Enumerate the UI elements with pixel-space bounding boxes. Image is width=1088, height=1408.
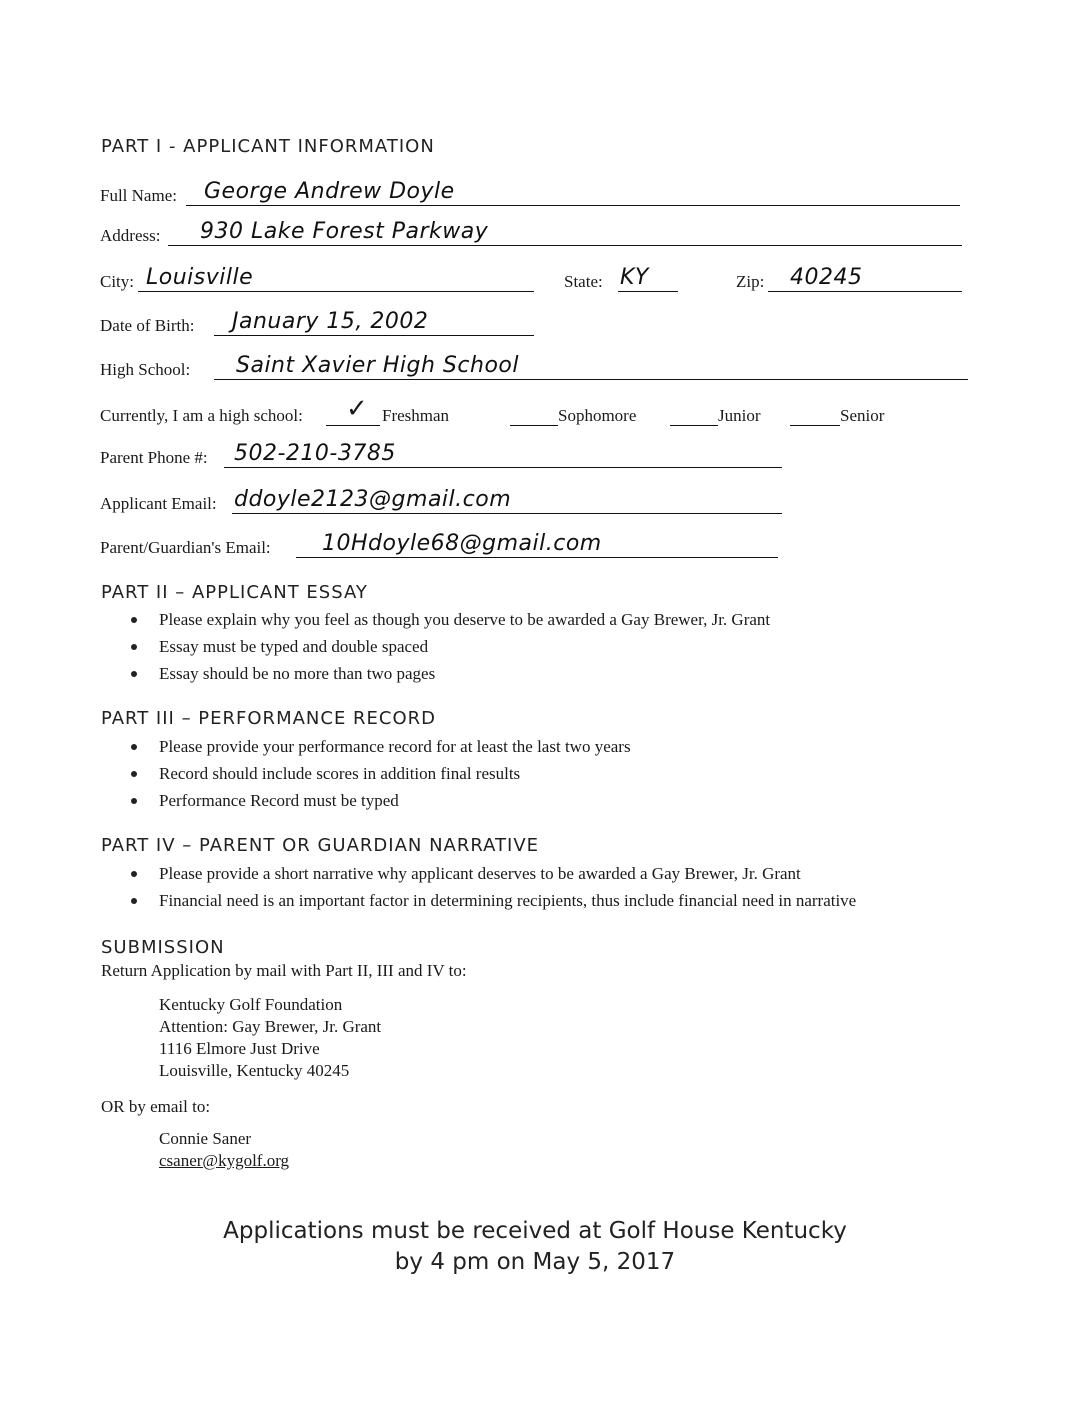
mailing-address-line: 1116 Elmore Just Drive [159, 1039, 320, 1058]
list-item [101, 760, 631, 787]
city-field[interactable]: Louisville [146, 265, 254, 290]
address-label: Address: [100, 226, 161, 245]
grade-option-freshman: Freshman [382, 406, 450, 425]
bullet-icon [131, 744, 137, 750]
part2-heading: PART II – APPLICANT ESSAY [101, 582, 368, 603]
bullet-icon [131, 617, 137, 623]
part3-heading: PART III – PERFORMANCE RECORD [101, 708, 437, 729]
part4-bullet-list [101, 860, 856, 914]
list-item [101, 633, 770, 660]
parent-email-field[interactable]: 10Hdoyle68@gmail.com [322, 531, 602, 556]
list-item [101, 887, 856, 914]
dob-field[interactable]: January 15, 2002 [232, 309, 429, 334]
list-item [101, 606, 770, 633]
contact-email-link[interactable]: csaner@kygolf.org [159, 1151, 290, 1170]
applicant-email-label: Applicant Email: [100, 494, 217, 513]
mailing-address-line: Louisville, Kentucky 40245 [159, 1061, 350, 1080]
part2-bullet-text: Essay should be no more than two pages [159, 664, 436, 683]
zip-underline [768, 291, 962, 292]
sophomore-blank[interactable] [510, 425, 558, 426]
full-name-underline [186, 205, 960, 206]
part2-bullet-text: Essay must be typed and double spaced [159, 637, 429, 656]
parent-phone-row [100, 432, 784, 468]
bullet-icon [131, 671, 137, 677]
full-name-row [100, 170, 960, 206]
state-label: State: [564, 272, 603, 291]
part4-heading: PART IV – PARENT OR GUARDIAN NARRATIVE [101, 835, 540, 856]
parent-phone-field[interactable]: 502-210-3785 [234, 441, 396, 466]
dob-underline [214, 335, 534, 336]
part3-bullet-text: Record should include scores in addition final results [159, 764, 521, 783]
full-name-label: Full Name: [100, 186, 177, 205]
parent-email-label: Parent/Guardian's Email: [100, 538, 271, 557]
part3-bullet-list [101, 733, 631, 814]
deadline-line-1: Applications must be received at Golf House Kentucky [223, 1218, 847, 1244]
parent-phone-label: Parent Phone #: [100, 448, 208, 467]
address-field[interactable]: 930 Lake Forest Parkway [200, 219, 489, 244]
applicant-email-row [100, 478, 784, 514]
deadline-line-2: by 4 pm on May 5, 2017 [394, 1249, 676, 1275]
part2-bullet-text: Please explain why you feel as though you deserve to be awarded a Gay Brewer, Jr. Grant [159, 610, 771, 629]
state-underline [618, 291, 678, 292]
bullet-icon [131, 771, 137, 777]
part3-bullet-text: Please provide your performance record for at least the last two years [159, 737, 631, 756]
bullet-icon [131, 644, 137, 650]
email-contact [159, 1128, 289, 1172]
freshman-blank[interactable] [326, 425, 380, 426]
list-item [101, 860, 856, 887]
bullet-icon [131, 871, 137, 877]
part1-heading: PART I - APPLICANT INFORMATION [101, 136, 435, 157]
or-email-text: OR by email to: [101, 1097, 211, 1116]
parent-phone-underline [224, 467, 782, 468]
mailing-address-line: Attention: Gay Brewer, Jr. Grant [159, 1017, 382, 1036]
list-item [101, 787, 631, 814]
zip-label: Zip: [736, 272, 765, 291]
grade-option-sophomore: Sophomore [558, 406, 637, 425]
part4-bullet-text: Please provide a short narrative why applicant deserves to be awarded a Gay Brewer, Jr. Grant [159, 864, 801, 883]
city-underline [138, 291, 534, 292]
senior-blank[interactable] [790, 425, 840, 426]
grade-label: Currently, I am a high school: [100, 406, 303, 425]
check-mark-icon: ✓ [346, 394, 368, 424]
address-row [100, 210, 962, 246]
state-field[interactable]: KY [620, 265, 649, 290]
part2-bullet-list [101, 606, 770, 687]
dob-label: Date of Birth: [100, 316, 195, 335]
parent-email-underline [296, 557, 778, 558]
applicant-email-underline [232, 513, 782, 514]
submission-heading: SUBMISSION [101, 937, 225, 958]
submission-intro: Return Application by mail with Part II, III and IV to: [101, 961, 467, 980]
high-school-underline [214, 379, 968, 380]
contact-name: Connie Saner [159, 1129, 252, 1148]
address-underline [168, 245, 962, 246]
applicant-email-field[interactable]: ddoyle2123@gmail.com [234, 487, 512, 512]
mailing-address [159, 994, 381, 1082]
list-item [101, 660, 770, 687]
bullet-icon [131, 798, 137, 804]
mailing-address-line: Kentucky Golf Foundation [159, 995, 343, 1014]
deadline-notice [0, 1216, 1070, 1278]
parent-email-row [100, 522, 780, 558]
bullet-icon [131, 898, 137, 904]
high-school-row [100, 344, 970, 380]
part4-bullet-text: Financial need is an important factor in determining recipients, thus include financial need in narrative [159, 891, 857, 910]
grade-option-junior: Junior [718, 406, 761, 425]
high-school-label: High School: [100, 360, 191, 379]
city-label: City: [100, 272, 135, 291]
list-item [101, 733, 631, 760]
dob-row [100, 300, 536, 336]
high-school-field[interactable]: Saint Xavier High School [236, 353, 519, 378]
junior-blank[interactable] [670, 425, 718, 426]
city-state-zip-row [100, 256, 962, 292]
full-name-field[interactable]: George Andrew Doyle [204, 179, 455, 204]
grade-row [100, 390, 900, 426]
grade-option-senior: Senior [840, 406, 885, 425]
part3-bullet-text: Performance Record must be typed [159, 791, 399, 810]
zip-field[interactable]: 40245 [790, 265, 863, 290]
